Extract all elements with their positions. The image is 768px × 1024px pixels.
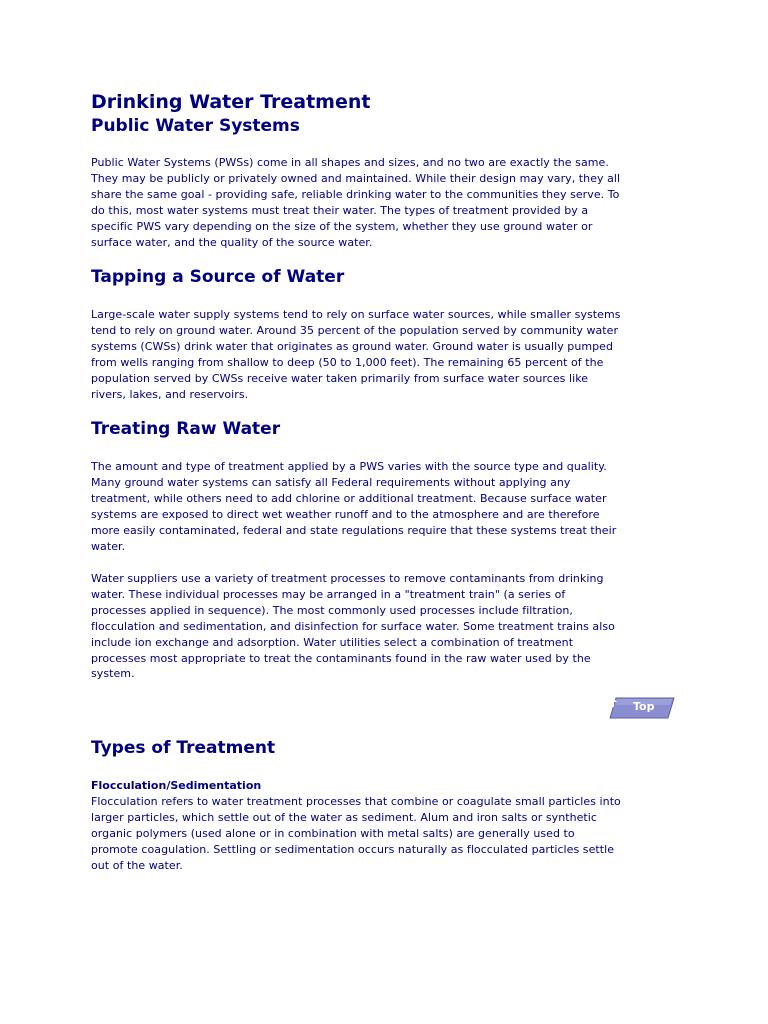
text-line: systems are exposed to direct wet weather runoff and to the atmosphere and are therefore xyxy=(91,507,600,521)
text-line: promote coagulation. Settling or sedimentation occurs naturally as flocculated particles settle xyxy=(91,842,615,856)
text-line: Water suppliers use a variety of treatment processes to remove contaminants from drinking xyxy=(91,572,604,585)
text-line: treatment, while others need to add chlorine or additional treatment. Because surface water xyxy=(91,491,607,505)
back-to-top-button[interactable] xyxy=(608,697,676,719)
text-line: Many ground water systems can satisfy all Federal requirements without applying any xyxy=(91,475,571,489)
text-line: water. xyxy=(91,539,126,553)
text-line: larger particles, which settle out of the water as sediment. Alum and iron salts or synthetic xyxy=(91,810,597,824)
text-line: include ion exchange and adsorption. Water utilities select a combination of treatment xyxy=(91,635,574,649)
raw-paragraph-2 xyxy=(91,571,683,682)
heading-flocculation: Flocculation/Sedimentation xyxy=(91,779,262,792)
heading-types-of-treatment: Types of Treatment xyxy=(91,738,276,758)
source-paragraph xyxy=(91,307,683,402)
text-line: Public Water Systems (PWSs) come in all shapes and sizes, and no two are exactly the same. xyxy=(91,156,609,169)
text-line: organic polymers (used alone or in combination with metal salts) are generally used to xyxy=(91,826,575,840)
text-line: rivers, lakes, and reservoirs. xyxy=(91,387,249,401)
text-line: more easily contaminated, federal and state regulations require that these systems treat their xyxy=(91,523,617,537)
text-line: Flocculation refers to water treatment processes that combine or coagulate small particles into xyxy=(91,795,621,808)
text-line: from wells ranging from shallow to deep (50 to 1,000 feet). The remaining 65 percent of the xyxy=(91,355,604,369)
up-arrow-icon xyxy=(608,697,617,707)
text-line: processes applied in sequence). The most commonly used processes include filtration, xyxy=(91,603,573,617)
text-line: system. xyxy=(91,667,135,681)
text-line: systems (CWSs) drink water that originates as ground water. Ground water is usually pumped xyxy=(91,339,614,353)
page-title: Drinking Water Treatment xyxy=(91,91,371,113)
text-line: flocculation and sedimentation, and disinfection for surface water. Some treatment trains also xyxy=(91,619,615,633)
top-button-label: Top xyxy=(633,700,655,713)
text-line: The amount and type of treatment applied by a PWS varies with the source type and quality. xyxy=(91,460,607,473)
page-subtitle: Public Water Systems xyxy=(91,116,300,136)
text-line: out of the water. xyxy=(91,858,183,872)
intro-paragraph xyxy=(91,155,683,250)
text-line: share the same goal - providing safe, reliable drinking water to the communities they serve. To xyxy=(91,187,620,201)
text-line: They may be publicly or privately owned and maintained. While their design may vary, they all xyxy=(91,171,621,185)
text-line: specific PWS vary depending on the size of the system, whether they use ground water or xyxy=(91,219,593,233)
text-line: processes most appropriate to treat the contaminants found in the raw water used by the xyxy=(91,651,591,665)
text-line: population served by CWSs receive water taken primarily from surface water sources like xyxy=(91,371,589,385)
text-line: tend to rely on ground water. Around 35 percent of the population served by community water xyxy=(91,323,619,337)
flocculation-paragraph xyxy=(91,794,683,874)
heading-tapping-source: Tapping a Source of Water xyxy=(91,267,345,287)
raw-paragraph-1 xyxy=(91,459,683,554)
heading-treating-raw-water: Treating Raw Water xyxy=(91,419,281,439)
text-line: Large-scale water supply systems tend to rely on surface water sources, while smaller systems xyxy=(91,308,621,321)
text-line: water. These individual processes may be arranged in a "treatment train" (a series of xyxy=(91,587,566,601)
text-line: do this, most water systems must treat their water. The types of treatment provided by a xyxy=(91,203,589,217)
text-line: surface water, and the quality of the source water. xyxy=(91,235,373,249)
